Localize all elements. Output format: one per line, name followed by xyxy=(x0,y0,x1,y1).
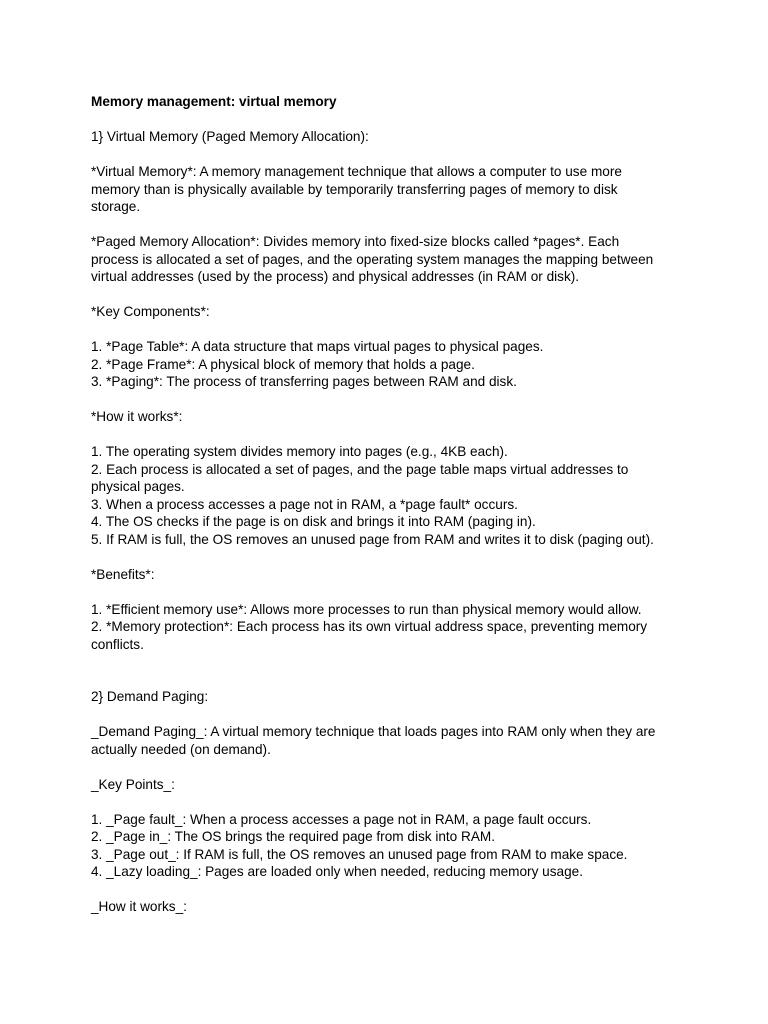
list-item: 3. _Page out_: If RAM is full, the OS removes an unused page from RAM to make space. xyxy=(91,846,628,862)
key-components-heading: *Key Components*: xyxy=(91,304,210,319)
list-item: 4. The OS checks if the page is on disk and brings it into RAM (paging in). xyxy=(91,514,536,529)
list-item: 2. _Page in_: The OS brings the required page from disk into RAM. xyxy=(91,829,496,844)
how-it-works-heading-2: _How it works_: xyxy=(91,899,187,914)
list-item: 5. If RAM is full, the OS removes an unused page from RAM and writes it to disk (paging out). xyxy=(91,531,654,547)
how-it-works-list xyxy=(91,443,691,548)
virtual-memory-definition xyxy=(91,163,691,216)
document-title: Memory management: virtual memory xyxy=(91,94,337,109)
key-points-list xyxy=(91,811,691,881)
key-components-list xyxy=(91,338,691,391)
paged-memory-allocation-definition xyxy=(91,233,691,286)
section-1-heading: 1} Virtual Memory (Paged Memory Allocation): xyxy=(91,129,369,144)
list-item: 1. _Page fault_: When a process accesses a page not in RAM, a page fault occurs. xyxy=(91,811,592,827)
benefits-list xyxy=(91,601,691,654)
section-2-heading: 2} Demand Paging: xyxy=(91,689,209,704)
key-points-heading: _Key Points_: xyxy=(91,776,175,792)
list-item: 3. *Paging*: The process of transferring pages between RAM and disk. xyxy=(91,374,517,389)
list-item: 1. *Efficient memory use*: Allows more processes to run than physical memory would allow. xyxy=(91,601,642,617)
list-item: 2. *Page Frame*: A physical block of memory that holds a page. xyxy=(91,356,475,372)
list-item: 2. Each process is allocated a set of pages, and the page table maps virtual addresses to xyxy=(91,461,629,477)
list-item: 1. *Page Table*: A data structure that maps virtual pages to physical pages. xyxy=(91,339,544,354)
list-item: conflicts. xyxy=(91,636,144,652)
list-item: 3. When a process accesses a page not in RAM, a *page fault* occurs. xyxy=(91,496,518,512)
text-line: virtual addresses (used by the process) and physical addresses (in RAM or disk). xyxy=(91,269,580,284)
list-item: physical pages. xyxy=(91,479,185,494)
how-it-works-heading: *How it works*: xyxy=(91,409,183,424)
text-line: *Paged Memory Allocation*: Divides memory into fixed-size blocks called *pages*. Each xyxy=(91,234,620,249)
text-line: actually needed (on demand). xyxy=(91,741,271,757)
text-line: storage. xyxy=(91,199,141,214)
text-line: _Demand Paging_: A virtual memory technique that loads pages into RAM only when they are xyxy=(91,724,656,739)
benefits-heading: *Benefits*: xyxy=(91,566,155,582)
list-item: 4. _Lazy loading_: Pages are loaded only when needed, reducing memory usage. xyxy=(91,864,583,879)
list-item: 2. *Memory protection*: Each process has its own virtual address space, preventing memory xyxy=(91,619,648,634)
list-item: 1. The operating system divides memory into pages (e.g., 4KB each). xyxy=(91,444,508,459)
text-line: *Virtual Memory*: A memory management technique that allows a computer to use more xyxy=(91,164,622,179)
document-page xyxy=(91,93,691,933)
text-line: process is allocated a set of pages, and the operating system manages the mapping between xyxy=(91,251,654,267)
text-line: memory than is physically available by temporarily transferring pages of memory to disk xyxy=(91,181,618,197)
demand-paging-definition xyxy=(91,723,691,758)
